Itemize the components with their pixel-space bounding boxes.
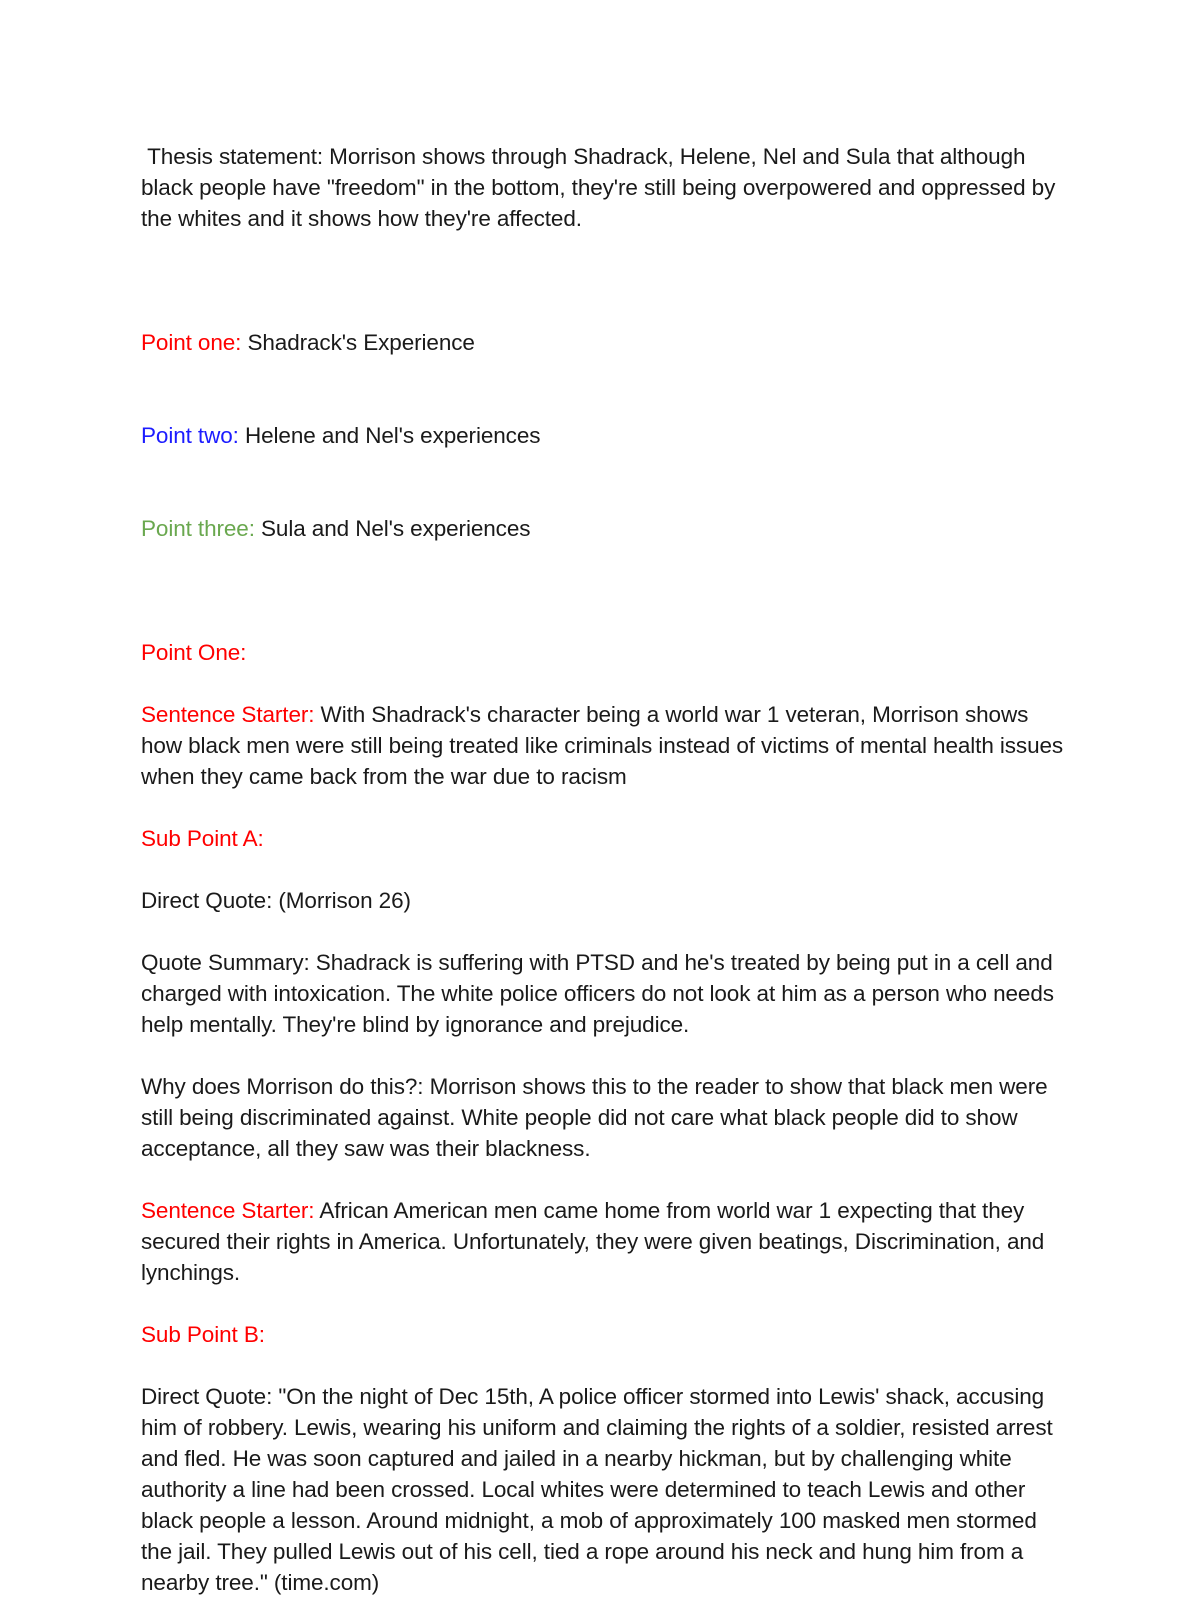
point-two-line: [141, 420, 1071, 451]
direct-quote-b: Direct Quote: "On the night of Dec 15th, A police officer stormed into Lewis' shack, accusing him of robbery. Lewis, wearing his uniform and claiming the rights of a soldier, resisted arrest and fled. He was soon captured and jailed in a nearby hickman, but by challenging white authority a line had been crossed. Local whites were determined to teach Lewis and other black people a lesson. Around midnight, a mob of approximately 100 masked men stormed the jail. They pulled Lewis out of his cell, tied a rope around his neck and hung him from a nearby tree." (time.com): [141, 1384, 1059, 1595]
point-one-label: Point one:: [141, 330, 242, 355]
sentence-starter-1-text: With Shadrack's character being a world war 1 veteran, Morrison shows how black men were still being treated like criminals instead of victims of mental health issues when they came back from the war due to racism: [141, 702, 1070, 789]
point-three-text: Sula and Nel's experiences: [254, 516, 531, 541]
sentence-starter-1: [141, 699, 1071, 792]
sentence-starter-2-label: Sentence Starter:: [141, 1198, 315, 1223]
document-page: [141, 141, 1071, 1598]
direct-quote-a: Direct Quote: (Morrison 26): [141, 888, 411, 913]
points-list: [141, 265, 1071, 606]
sentence-starter-2: [141, 1195, 1071, 1288]
point-one-heading: Point One:: [141, 640, 247, 665]
point-one-text: Shadrack's Experience: [241, 330, 475, 355]
why-morrison: Why does Morrison do this?: Morrison shows this to the reader to show that black men were still being discriminated against. White people did not care what black people did to show acceptance, all they saw was their blackness.: [141, 1074, 1054, 1161]
sub-point-a-heading: Sub Point A:: [141, 826, 264, 851]
point-two-label: Point two:: [141, 423, 239, 448]
point-three-line: [141, 513, 1071, 544]
thesis-text: Thesis statement: Morrison shows through Shadrack, Helene, Nel and Sula that although black people have "freedom" in the bottom, they're still being overpowered and oppressed by the whites and it shows how they're affected.: [141, 144, 1062, 231]
quote-summary: Quote Summary: Shadrack is suffering with PTSD and he's treated by being put in a cell and charged with intoxication. The white police officers do not look at him as a person who needs help mentally. They're blind by ignorance and prejudice.: [141, 950, 1061, 1037]
point-three-label: Point three:: [141, 516, 255, 541]
sentence-starter-2-text: African American men came home from world war 1 expecting that they secured their rights in America. Unfortunately, they were given beatings, Discrimination, and lynchings.: [141, 1198, 1051, 1285]
point-two-text: Helene and Nel's experiences: [238, 423, 541, 448]
sentence-starter-1-label: Sentence Starter:: [141, 702, 315, 727]
thesis-statement: [141, 141, 1071, 234]
sub-point-b-heading: Sub Point B:: [141, 1322, 265, 1347]
point-one-line: [141, 327, 1071, 358]
